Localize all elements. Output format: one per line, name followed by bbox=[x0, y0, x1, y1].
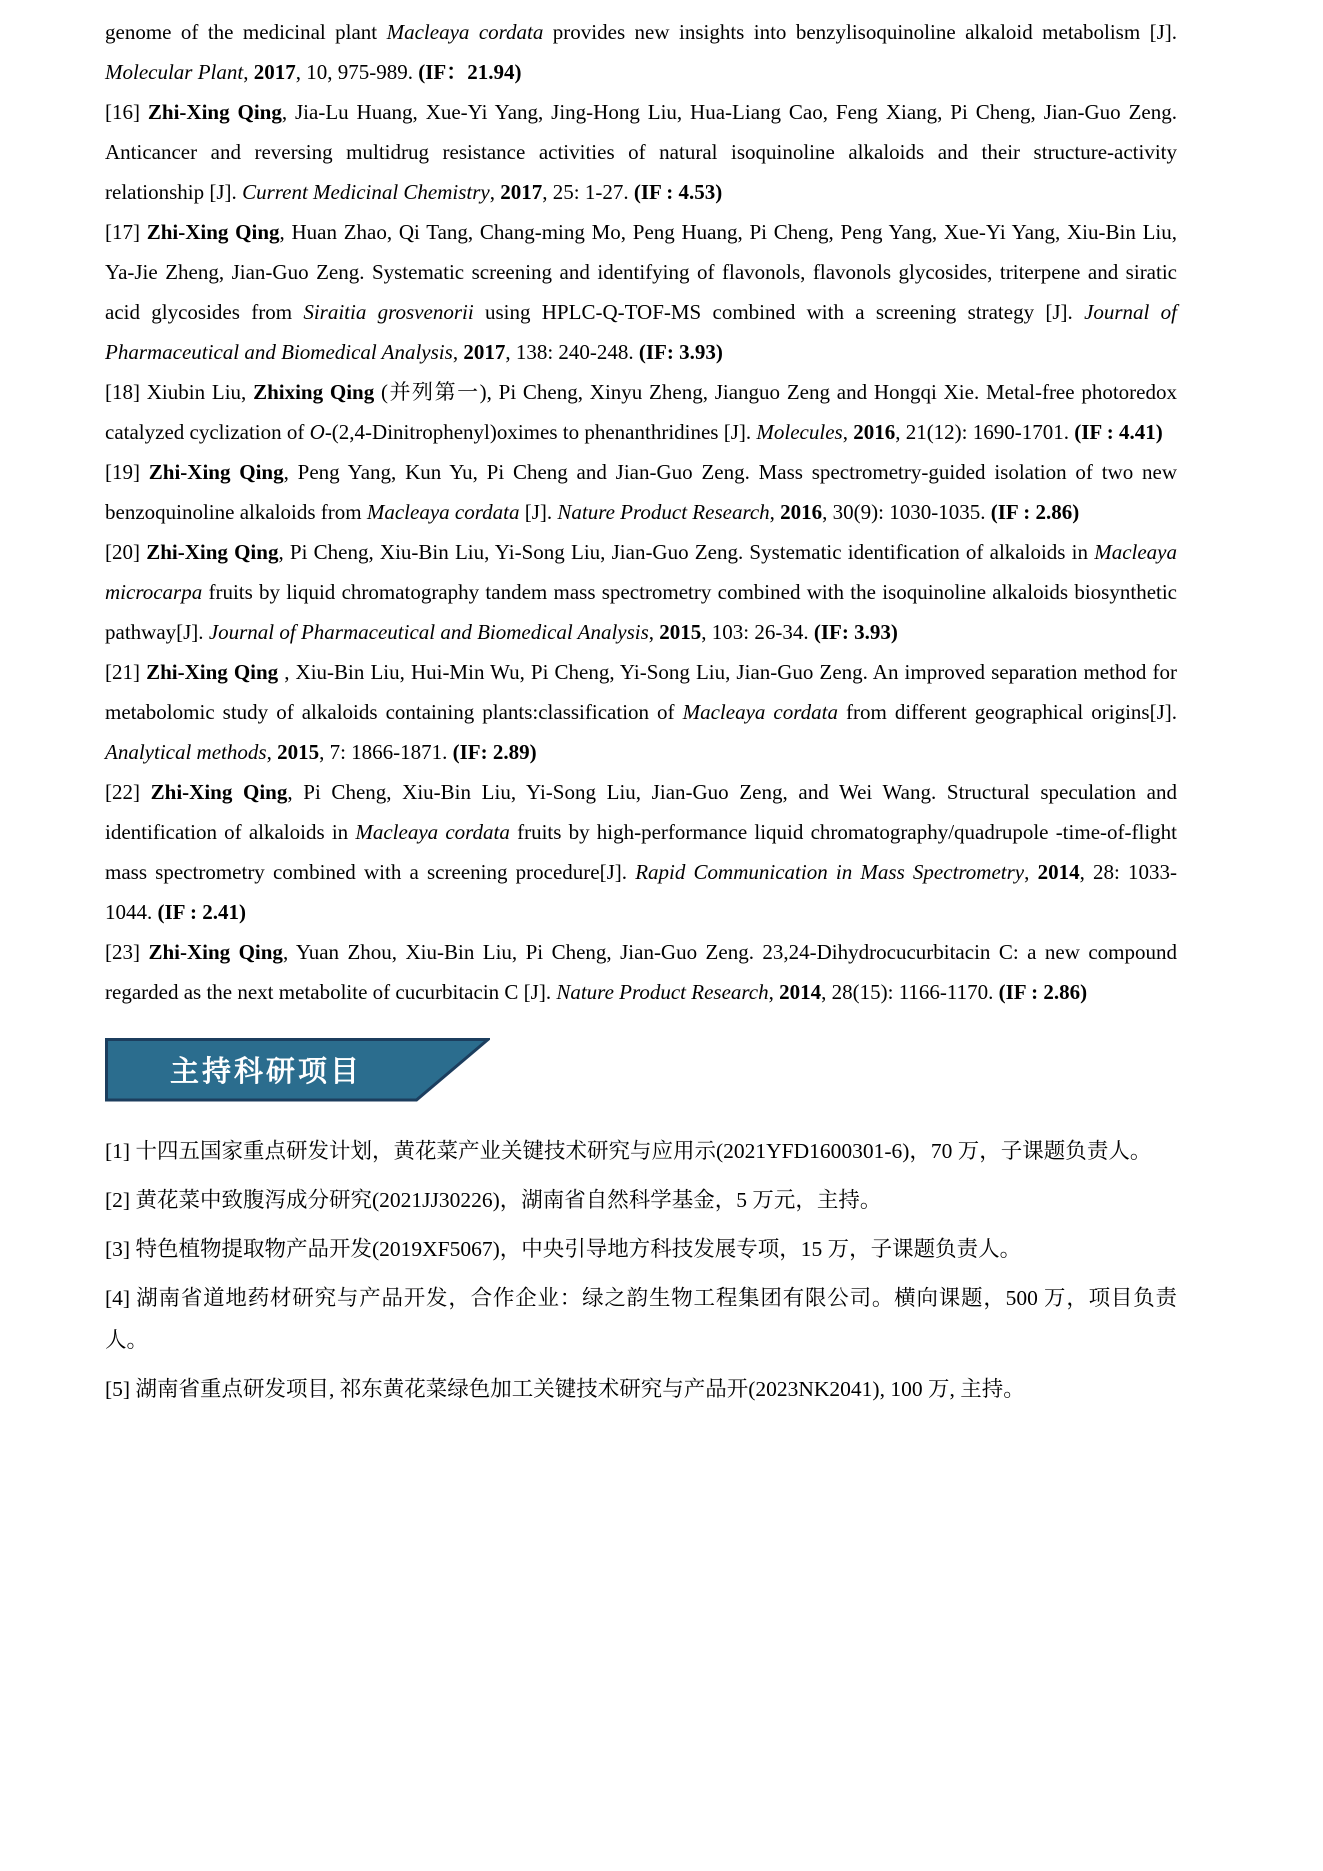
publication-text-segment: 2015 bbox=[277, 740, 320, 764]
publication-text-segment: , 25: 1-27. bbox=[542, 180, 634, 204]
publication-text-segment: 2017 bbox=[463, 340, 506, 364]
publication-text-segment: , Pi Cheng, Xiu-Bin Liu, Yi-Song Liu, Jian-Guo Zeng. Systematic identification of alkaloids in bbox=[278, 540, 1095, 564]
project-item: [1] 十四五国家重点研发计划，黄花菜产业关键技术研究与应用示(2021YFD1600301-6)，70 万，子课题负责人。 bbox=[105, 1139, 1152, 1163]
publication-text-segment: Molecules bbox=[756, 420, 843, 444]
publication-text-segment: [18] Xiubin Liu, bbox=[105, 380, 254, 404]
publication-text-segment: Rapid Communication in Mass Spectrometry bbox=[635, 860, 1025, 884]
publication-text-segment: genome of the medicinal plant bbox=[105, 20, 387, 44]
publication-text-segment: (IF: 3.93) bbox=[813, 620, 898, 644]
publication-text-segment: Nature Product Research bbox=[557, 500, 770, 524]
project-item: [5] 湖南省重点研发项目, 祁东黄花菜绿色加工关键技术研究与产品开(2023NK2041), 100 万, 主持。 bbox=[105, 1377, 1025, 1401]
publication-text-segment: Macleaya cordata bbox=[682, 700, 838, 724]
publication-text-segment: Zhi-Xing Qing bbox=[148, 940, 283, 964]
publication-paragraph bbox=[105, 92, 1177, 212]
publication-text-segment: , Peng Yang, Kun Yu, Pi Cheng and Jian-Guo Zeng. Mass spectrometry-guided isolation of two new benzoquinoline alkaloids from bbox=[105, 460, 1177, 524]
publication-text-segment: Macleaya microcarpa bbox=[105, 540, 1177, 604]
publication-paragraph bbox=[105, 372, 1177, 452]
publication-text-segment: , bbox=[243, 60, 254, 84]
publication-text-segment: [22] bbox=[105, 780, 151, 804]
publication-text-segment: -(2,4-Dinitrophenyl)oximes to phenanthridines [J]. bbox=[324, 420, 757, 444]
publication-paragraph bbox=[105, 12, 1177, 92]
project-item: [4] 湖南省道地药材研究与产品开发，合作企业：绿之韵生物工程集团有限公司。横向课题，500 万，项目负责人。 bbox=[105, 1286, 1177, 1352]
publication-text-segment: Zhi-Xing Qing bbox=[146, 540, 279, 564]
publication-text-segment: , bbox=[648, 620, 660, 644]
publication-paragraph bbox=[105, 212, 1177, 372]
publication-text-segment: [17] bbox=[105, 220, 147, 244]
publication-text-segment: , 21(12): 1690-1701. bbox=[895, 420, 1075, 444]
publication-text-segment: [16] bbox=[105, 100, 148, 124]
publication-text-segment: from different geographical origins[J]. bbox=[837, 700, 1178, 724]
publication-text-segment: fruits by high-performance liquid chromatography/quadrupole -time-of-flight mass spectrometry combined with a screening procedure[J]. bbox=[105, 820, 1177, 884]
publication-text-segment: 2017 bbox=[253, 60, 296, 84]
project-item: [3] 特色植物提取物产品开发(2019XF5067)，中央引导地方科技发展专项，15 万，子课题负责人。 bbox=[105, 1237, 1022, 1261]
publication-text-segment: O bbox=[309, 420, 325, 444]
publication-text-segment: Siraitia grosvenorii bbox=[303, 300, 474, 324]
publication-text-segment: Journal of Pharmaceutical and Biomedical Analysis bbox=[105, 300, 1178, 364]
publication-text-segment: , 7: 1866-1871. bbox=[319, 740, 453, 764]
publication-text-segment: , 30(9): 1030-1035. bbox=[822, 500, 991, 524]
publication-text-segment: Analytical methods bbox=[105, 740, 267, 764]
publication-list bbox=[105, 12, 1177, 1012]
publication-text-segment: , Yuan Zhou, Xiu-Bin Liu, Pi Cheng, Jian-Guo Zeng. 23,24-Dihydrocucurbitacin C: a new compound regarded as the next metabolite of cucurbitacin C [J]. bbox=[105, 940, 1177, 1004]
publication-paragraph bbox=[105, 772, 1177, 932]
section-banner bbox=[105, 1038, 490, 1102]
publication-text-segment: , 28: 1033-1044. bbox=[105, 860, 1178, 924]
publication-text-segment: (IF: 3.93) bbox=[638, 340, 723, 364]
publication-text-segment: , bbox=[1024, 860, 1038, 884]
publication-text-segment: Zhi-Xing Qing bbox=[150, 780, 288, 804]
publication-text-segment: Zhi-Xing Qing bbox=[148, 460, 284, 484]
publication-text-segment: 2015 bbox=[659, 620, 702, 644]
publication-text-segment: provides new insights into benzylisoquinoline alkaloid metabolism [J]. bbox=[543, 20, 1178, 44]
publication-text-segment: (IF : 2.86) bbox=[998, 980, 1088, 1004]
publication-text-segment: Nature Product Research bbox=[556, 980, 769, 1004]
publication-text-segment: (IF : 4.53) bbox=[633, 180, 723, 204]
publication-text-segment: (IF : 4.41) bbox=[1074, 420, 1163, 444]
publication-text-segment: , Xiu-Bin Liu, Hui-Min Wu, Pi Cheng, Yi-Song Liu, Jian-Guo Zeng. An improved separation method for metabolomic study of alkaloids containing plants:classification of bbox=[105, 660, 1177, 724]
publication-text-segment: 2016 bbox=[853, 420, 896, 444]
project-item: [2] 黄花菜中致腹泻成分研究(2021JJ30226)，湖南省自然科学基金，5 万元，主持。 bbox=[105, 1188, 882, 1212]
section-banner-label: 主持科研项目 bbox=[169, 1055, 362, 1088]
publication-text-segment: (IF：21.94) bbox=[418, 60, 522, 84]
publication-paragraph bbox=[105, 532, 1177, 652]
publication-text-segment: Zhixing Qing bbox=[253, 380, 375, 404]
publication-text-segment: fruits by liquid chromatography tandem mass spectrometry combined with the isoquinoline alkaloids biosynthetic pathway[J]. bbox=[105, 580, 1177, 644]
publication-text-segment: , bbox=[768, 980, 780, 1004]
publication-text-segment: , 10, 975-989. bbox=[295, 60, 419, 84]
publication-text-segment: , 138: 240-248. bbox=[505, 340, 639, 364]
publication-paragraph bbox=[105, 652, 1177, 772]
publication-text-segment: Macleaya cordata bbox=[386, 20, 544, 44]
publication-text-segment: [21] bbox=[105, 660, 147, 684]
publication-paragraph bbox=[105, 452, 1177, 532]
publication-text-segment: Zhi-Xing Qing bbox=[146, 660, 279, 684]
publication-text-segment: 2016 bbox=[780, 500, 823, 524]
publication-paragraph bbox=[105, 932, 1177, 1012]
publication-text-segment: Zhi-Xing Qing bbox=[146, 220, 280, 244]
publication-text-segment: [23] bbox=[105, 940, 149, 964]
publication-text-segment: (IF : 2.41) bbox=[157, 900, 246, 924]
publication-text-segment: , 28(15): 1166-1170. bbox=[821, 980, 999, 1004]
project-list bbox=[105, 1130, 1177, 1410]
publication-text-segment: , bbox=[489, 180, 501, 204]
publication-text-segment: (IF: 2.89) bbox=[452, 740, 537, 764]
publication-text-segment: Current Medicinal Chemistry bbox=[242, 180, 490, 204]
publication-text-segment: [19] bbox=[105, 460, 149, 484]
publication-text-segment: Journal of Pharmaceutical and Biomedical Analysis bbox=[208, 620, 649, 644]
publication-text-segment: , bbox=[266, 740, 278, 764]
publication-text-segment: 2017 bbox=[500, 180, 543, 204]
publication-text-segment: (IF : 2.86) bbox=[990, 500, 1080, 524]
publication-text-segment: , Pi Cheng, Xiu-Bin Liu, Yi-Song Liu, Jian-Guo Zeng, and Wei Wang. Structural speculation and identification of alkaloids in bbox=[105, 780, 1177, 844]
publication-text-segment: , Huan Zhao, Qi Tang, Chang-ming Mo, Peng Huang, Pi Cheng, Peng Yang, Xue-Yi Yang, Xiu-Bin Liu, Ya-Jie Zheng, Jian-Guo Zeng. Systematic screening and identifying of flavonols, flavonols glycosides, triterpene and siratic acid glycosides from bbox=[105, 220, 1177, 324]
publication-text-segment: , bbox=[842, 420, 854, 444]
publication-text-segment: , 103: 26-34. bbox=[701, 620, 814, 644]
publication-text-segment: (并列第一), Pi Cheng, Xinyu Zheng, Jianguo Zeng and Hongqi Xie. Metal-free photoredox catalyzed cyclization of bbox=[105, 380, 1177, 444]
publication-text-segment: 2014 bbox=[779, 980, 822, 1004]
publication-text-segment: , bbox=[452, 340, 464, 364]
publication-text-segment: [J]. bbox=[519, 500, 558, 524]
publication-text-segment: Molecular Plant bbox=[105, 60, 244, 84]
publication-text-segment: 2014 bbox=[1037, 860, 1080, 884]
publication-text-segment: [20] bbox=[105, 540, 147, 564]
publication-text-segment: Macleaya cordata bbox=[366, 500, 520, 524]
publication-text-segment: Zhi-Xing Qing bbox=[147, 100, 282, 124]
publication-text-segment: , bbox=[769, 500, 781, 524]
publication-text-segment: , Jia-Lu Huang, Xue-Yi Yang, Jing-Hong Liu, Hua-Liang Cao, Feng Xiang, Pi Cheng, Jian-Guo Zeng. Anticancer and reversing multidrug resistance activities of natural isoquinoline alkaloids and their structure-activity relationship [J]. bbox=[105, 100, 1177, 204]
publication-text-segment: Macleaya cordata bbox=[355, 820, 510, 844]
publication-text-segment: using HPLC-Q-TOF-MS combined with a screening strategy [J]. bbox=[473, 300, 1085, 324]
